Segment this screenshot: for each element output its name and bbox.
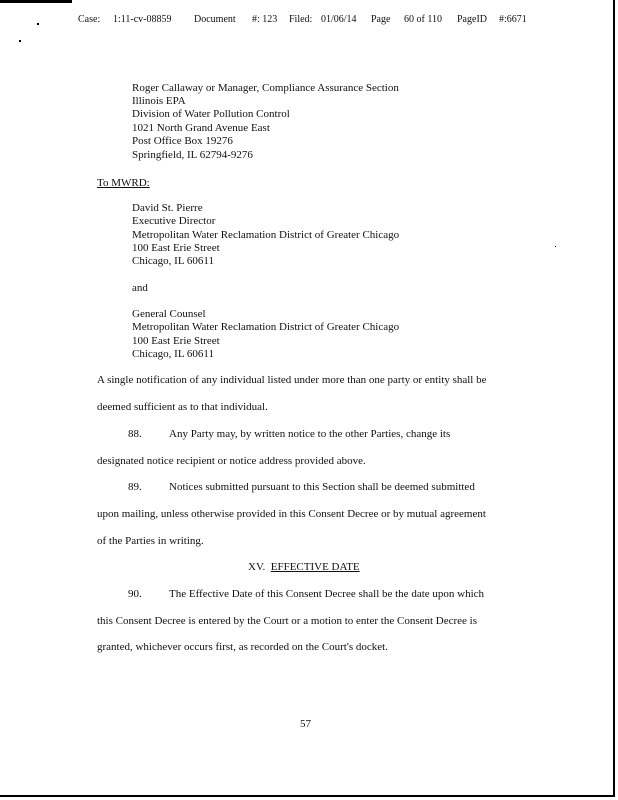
paragraph-number: 88.: [128, 428, 142, 440]
address-line: 100 East Erie Street: [132, 335, 220, 347]
body-line: deemed sufficient as to that individual.: [97, 401, 268, 413]
address-line: Chicago, IL 60611: [132, 255, 214, 267]
address-line: Post Office Box 19276: [132, 135, 233, 147]
body-line: Notices submitted pursuant to this Section shall be deemed submitted: [169, 481, 475, 493]
address-line: Roger Callaway or Manager, Compliance Assurance Section: [132, 82, 399, 94]
filed-label: Filed:: [289, 14, 313, 25]
body-line: The Effective Date of this Consent Decree shall be the date upon which: [169, 588, 485, 600]
section-title: EFFECTIVE DATE: [270, 561, 360, 573]
pageid-value: #:6671: [499, 14, 527, 25]
to-mwrd-label: To MWRD:: [97, 177, 150, 189]
page-of: 60 of 110: [404, 14, 442, 25]
body-line: granted, whichever occurs first, as recorded on the Court's docket.: [97, 641, 388, 653]
scan-corner-mark: [0, 0, 72, 3]
paragraph-88: [128, 428, 450, 440]
address-line: Division of Water Pollution Control: [132, 108, 290, 120]
address-line: David St. Pierre: [132, 202, 203, 214]
address-line: Metropolitan Water Reclamation District of Greater Chicago: [132, 321, 400, 333]
address-line: Metropolitan Water Reclamation District of Greater Chicago: [132, 229, 400, 241]
paragraph-89: [128, 481, 475, 493]
page-number: 57: [300, 718, 311, 730]
address-line: General Counsel: [132, 308, 206, 320]
scan-speck: [37, 23, 39, 25]
body-line: upon mailing, unless otherwise provided in this Consent Decree or by mutual agreement: [97, 508, 486, 520]
body-line: A single notification of any individual listed under more than one party or entity shall be: [97, 374, 487, 386]
paragraph-90: [128, 588, 484, 600]
document-label: Document: [194, 14, 236, 25]
body-line: of the Parties in writing.: [97, 535, 204, 547]
section-number: XV.: [248, 561, 266, 573]
case-number: 1:11-cv-08859: [113, 14, 172, 25]
section-heading: [248, 561, 360, 573]
address-line: 100 East Erie Street: [132, 242, 220, 254]
scan-speck: [19, 40, 21, 42]
document-number: #: 123: [252, 14, 278, 25]
address-line: Illinois EPA: [132, 95, 186, 107]
page-label: Page: [371, 14, 391, 25]
and-text: and: [132, 282, 148, 294]
address-line: Chicago, IL 60611: [132, 348, 214, 360]
pageid-label: PageID: [457, 14, 487, 25]
address-line: Executive Director: [132, 215, 216, 227]
body-line: Any Party may, by written notice to the other Parties, change its: [169, 428, 451, 440]
body-line: this Consent Decree is entered by the Court or a motion to enter the Consent Decree is: [97, 615, 478, 627]
body-line: designated notice recipient or notice address provided above.: [97, 455, 366, 467]
paragraph-number: 90.: [128, 588, 142, 600]
scan-border-bottom: [0, 795, 615, 797]
paragraph-number: 89.: [128, 481, 142, 493]
address-line: 1021 North Grand Avenue East: [132, 122, 270, 134]
scan-speck: [555, 246, 556, 247]
filed-date: 01/06/14: [321, 14, 357, 25]
address-line: Springfield, IL 62794-9276: [132, 149, 253, 161]
scan-border-right: [613, 0, 615, 797]
case-label: Case:: [78, 14, 101, 25]
